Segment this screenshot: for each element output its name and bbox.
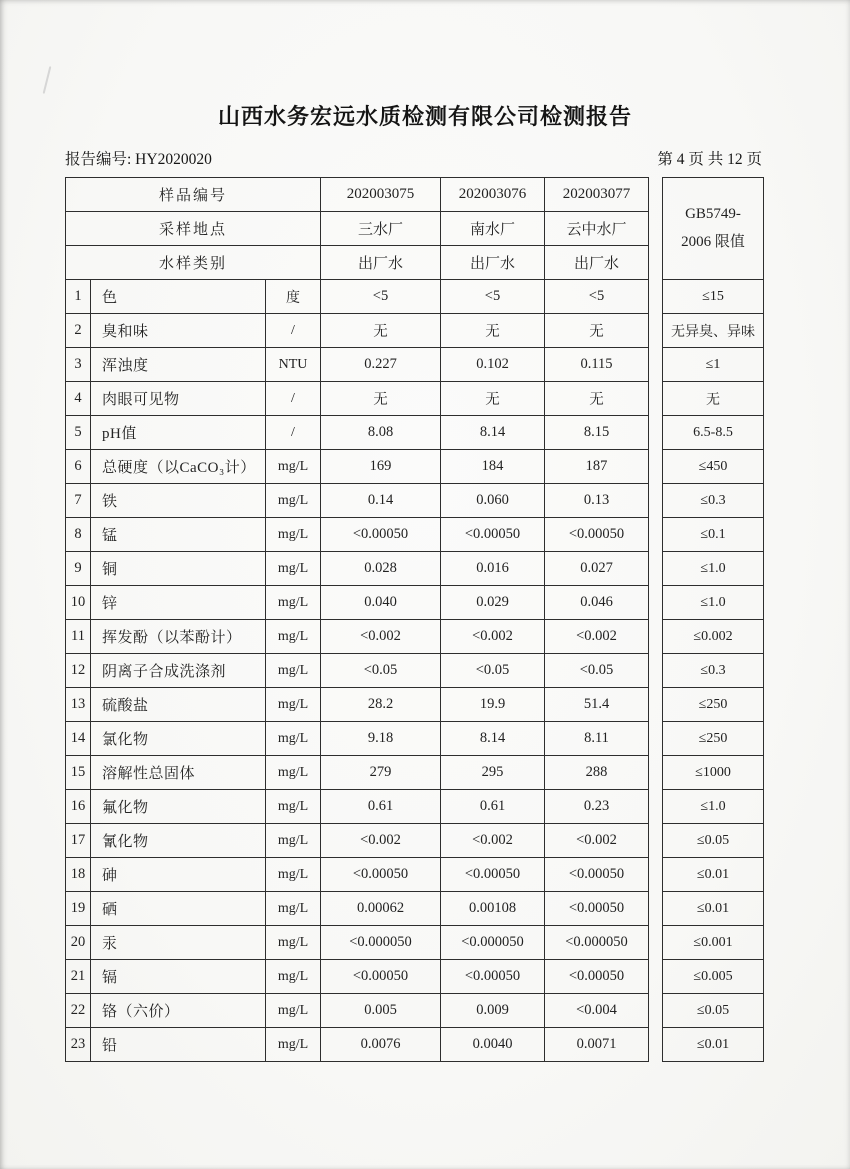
row-1-name: 色	[91, 280, 266, 314]
row-20-unit: mg/L	[266, 926, 321, 960]
row-18-v3: <0.00050	[545, 858, 649, 892]
row-11-limit: ≤0.002	[663, 620, 764, 654]
row-5-name: pH值	[91, 416, 266, 450]
row-5-no: 5	[66, 416, 91, 450]
row-6-v1: 169	[321, 450, 441, 484]
row-14-name: 氯化物	[91, 722, 266, 756]
row-11-no: 11	[66, 620, 91, 654]
row-9-name: 铜	[91, 552, 266, 586]
row-1-v2: <5	[441, 280, 545, 314]
row-7-limit: ≤0.3	[663, 484, 764, 518]
report-title: 山西水务宏远水质检测有限公司检测报告	[217, 104, 632, 129]
row-1-no: 1	[66, 280, 91, 314]
row-10-v1: 0.040	[321, 586, 441, 620]
row-11-v3: <0.002	[545, 620, 649, 654]
results-table	[65, 177, 649, 1062]
row-19-no: 19	[66, 892, 91, 926]
row-5-v3: 8.15	[545, 416, 649, 450]
row-7-v2: 0.060	[441, 484, 545, 518]
row-6-name: 总硬度（以CaCO₃计）	[91, 450, 266, 484]
row-20-v3: <0.000050	[545, 926, 649, 960]
row-21-name: 镉	[91, 960, 266, 994]
header-sample-id-label: 样品编号	[66, 178, 321, 212]
row-7-unit: mg/L	[266, 484, 321, 518]
row-6-unit: mg/L	[266, 450, 321, 484]
row-4-name: 肉眼可见物	[91, 382, 266, 416]
row-7-v1: 0.14	[321, 484, 441, 518]
row-20-v2: <0.000050	[441, 926, 545, 960]
row-10-unit: mg/L	[266, 586, 321, 620]
row-22-name: 铬（六价）	[91, 994, 266, 1028]
row-21-unit: mg/L	[266, 960, 321, 994]
row-8-limit: ≤0.1	[663, 518, 764, 552]
header-sample-type-1: 出厂水	[321, 246, 441, 280]
page-indicator: 第 4 页 共 12 页	[657, 151, 762, 168]
row-13-v1: 28.2	[321, 688, 441, 722]
row-16-v1: 0.61	[321, 790, 441, 824]
row-22-v3: <0.004	[545, 994, 649, 1028]
header-sample-type-2: 出厂水	[441, 246, 545, 280]
row-17-unit: mg/L	[266, 824, 321, 858]
row-16-v3: 0.23	[545, 790, 649, 824]
row-23-name: 铅	[91, 1028, 266, 1062]
row-8-v3: <0.00050	[545, 518, 649, 552]
row-20-name: 汞	[91, 926, 266, 960]
row-2-limit: 无异臭、异味	[663, 314, 764, 348]
report-info-row	[65, 146, 762, 170]
row-3-v3: 0.115	[545, 348, 649, 382]
row-13-name: 硫酸盐	[91, 688, 266, 722]
row-14-v2: 8.14	[441, 722, 545, 756]
limit-standard-line2: 2006 限值	[681, 234, 745, 250]
row-6-no: 6	[66, 450, 91, 484]
row-6-limit: ≤450	[663, 450, 764, 484]
row-22-limit: ≤0.05	[663, 994, 764, 1028]
header-sample-id-1: 202003075	[321, 178, 441, 212]
row-22-v2: 0.009	[441, 994, 545, 1028]
row-7-name: 铁	[91, 484, 266, 518]
row-13-v3: 51.4	[545, 688, 649, 722]
row-4-limit: 无	[663, 382, 764, 416]
row-15-name: 溶解性总固体	[91, 756, 266, 790]
scan-artifact	[43, 66, 52, 94]
row-11-name: 挥发酚（以苯酚计）	[91, 620, 266, 654]
row-19-limit: ≤0.01	[663, 892, 764, 926]
row-13-unit: mg/L	[266, 688, 321, 722]
row-19-unit: mg/L	[266, 892, 321, 926]
row-3-v2: 0.102	[441, 348, 545, 382]
row-15-unit: mg/L	[266, 756, 321, 790]
header-location-3: 云中水厂	[545, 212, 649, 246]
row-1-v1: <5	[321, 280, 441, 314]
row-3-name: 浑浊度	[91, 348, 266, 382]
row-2-v2: 无	[441, 314, 545, 348]
row-21-no: 21	[66, 960, 91, 994]
row-3-v1: 0.227	[321, 348, 441, 382]
row-10-no: 10	[66, 586, 91, 620]
row-22-v1: 0.005	[321, 994, 441, 1028]
row-18-name: 砷	[91, 858, 266, 892]
header-sample-id-3: 202003077	[545, 178, 649, 212]
row-21-v3: <0.00050	[545, 960, 649, 994]
header-sample-type-label: 水样类别	[66, 246, 321, 280]
row-4-unit: /	[266, 382, 321, 416]
row-12-v3: <0.05	[545, 654, 649, 688]
row-23-no: 23	[66, 1028, 91, 1062]
row-17-no: 17	[66, 824, 91, 858]
row-1-v3: <5	[545, 280, 649, 314]
row-9-no: 9	[66, 552, 91, 586]
row-17-name: 氰化物	[91, 824, 266, 858]
row-15-v2: 295	[441, 756, 545, 790]
row-9-v3: 0.027	[545, 552, 649, 586]
row-18-no: 18	[66, 858, 91, 892]
row-4-v2: 无	[441, 382, 545, 416]
row-14-v1: 9.18	[321, 722, 441, 756]
row-5-v1: 8.08	[321, 416, 441, 450]
header-sample-type-3: 出厂水	[545, 246, 649, 280]
row-13-limit: ≤250	[663, 688, 764, 722]
row-9-v2: 0.016	[441, 552, 545, 586]
row-15-v1: 279	[321, 756, 441, 790]
row-21-v2: <0.00050	[441, 960, 545, 994]
row-20-no: 20	[66, 926, 91, 960]
row-16-limit: ≤1.0	[663, 790, 764, 824]
row-18-v1: <0.00050	[321, 858, 441, 892]
row-18-limit: ≤0.01	[663, 858, 764, 892]
row-23-v1: 0.0076	[321, 1028, 441, 1062]
row-23-limit: ≤0.01	[663, 1028, 764, 1062]
row-10-v3: 0.046	[545, 586, 649, 620]
row-5-unit: /	[266, 416, 321, 450]
row-3-unit: NTU	[266, 348, 321, 382]
row-16-no: 16	[66, 790, 91, 824]
row-16-unit: mg/L	[266, 790, 321, 824]
row-22-no: 22	[66, 994, 91, 1028]
row-8-v1: <0.00050	[321, 518, 441, 552]
row-12-v1: <0.05	[321, 654, 441, 688]
row-15-limit: ≤1000	[663, 756, 764, 790]
row-16-v2: 0.61	[441, 790, 545, 824]
row-12-unit: mg/L	[266, 654, 321, 688]
row-6-v3: 187	[545, 450, 649, 484]
row-15-v3: 288	[545, 756, 649, 790]
row-17-limit: ≤0.05	[663, 824, 764, 858]
row-8-v2: <0.00050	[441, 518, 545, 552]
row-18-v2: <0.00050	[441, 858, 545, 892]
row-9-unit: mg/L	[266, 552, 321, 586]
row-6-v2: 184	[441, 450, 545, 484]
row-17-v2: <0.002	[441, 824, 545, 858]
row-11-v2: <0.002	[441, 620, 545, 654]
row-23-v2: 0.0040	[441, 1028, 545, 1062]
header-location-2: 南水厂	[441, 212, 545, 246]
row-10-v2: 0.029	[441, 586, 545, 620]
row-1-limit: ≤15	[663, 280, 764, 314]
header-location-label: 采样地点	[66, 212, 321, 246]
row-18-unit: mg/L	[266, 858, 321, 892]
row-3-limit: ≤1	[663, 348, 764, 382]
row-23-unit: mg/L	[266, 1028, 321, 1062]
row-7-no: 7	[66, 484, 91, 518]
row-12-name: 阴离子合成洗涤剂	[91, 654, 266, 688]
row-8-unit: mg/L	[266, 518, 321, 552]
row-11-v1: <0.002	[321, 620, 441, 654]
report-number: 报告编号: HY2020020	[65, 151, 212, 168]
row-19-v1: 0.00062	[321, 892, 441, 926]
row-3-no: 3	[66, 348, 91, 382]
row-14-v3: 8.11	[545, 722, 649, 756]
row-11-unit: mg/L	[266, 620, 321, 654]
row-19-v3: <0.00050	[545, 892, 649, 926]
row-2-name: 臭和味	[91, 314, 266, 348]
row-2-v3: 无	[545, 314, 649, 348]
row-9-v1: 0.028	[321, 552, 441, 586]
row-12-v2: <0.05	[441, 654, 545, 688]
row-10-name: 锌	[91, 586, 266, 620]
row-17-v3: <0.002	[545, 824, 649, 858]
row-14-limit: ≤250	[663, 722, 764, 756]
row-5-limit: 6.5-8.5	[663, 416, 764, 450]
row-2-v1: 无	[321, 314, 441, 348]
row-5-v2: 8.14	[441, 416, 545, 450]
row-4-no: 4	[66, 382, 91, 416]
row-4-v1: 无	[321, 382, 441, 416]
row-13-no: 13	[66, 688, 91, 722]
header-location-1: 三水厂	[321, 212, 441, 246]
row-20-v1: <0.000050	[321, 926, 441, 960]
row-21-limit: ≤0.005	[663, 960, 764, 994]
row-2-unit: /	[266, 314, 321, 348]
row-14-unit: mg/L	[266, 722, 321, 756]
row-19-name: 硒	[91, 892, 266, 926]
row-14-no: 14	[66, 722, 91, 756]
row-7-v3: 0.13	[545, 484, 649, 518]
row-17-v1: <0.002	[321, 824, 441, 858]
row-19-v2: 0.00108	[441, 892, 545, 926]
row-23-v3: 0.0071	[545, 1028, 649, 1062]
row-9-limit: ≤1.0	[663, 552, 764, 586]
row-2-no: 2	[66, 314, 91, 348]
limit-standard-line1: GB5749-	[685, 206, 741, 222]
row-21-v1: <0.00050	[321, 960, 441, 994]
row-4-v3: 无	[545, 382, 649, 416]
row-8-name: 锰	[91, 518, 266, 552]
row-10-limit: ≤1.0	[663, 586, 764, 620]
row-1-unit: 度	[266, 280, 321, 314]
row-15-no: 15	[66, 756, 91, 790]
row-12-limit: ≤0.3	[663, 654, 764, 688]
header-sample-id-2: 202003076	[441, 178, 545, 212]
row-20-limit: ≤0.001	[663, 926, 764, 960]
row-16-name: 氟化物	[91, 790, 266, 824]
limit-standard-header	[663, 178, 764, 280]
row-13-v2: 19.9	[441, 688, 545, 722]
row-22-unit: mg/L	[266, 994, 321, 1028]
limit-column	[662, 177, 764, 1062]
row-8-no: 8	[66, 518, 91, 552]
row-12-no: 12	[66, 654, 91, 688]
